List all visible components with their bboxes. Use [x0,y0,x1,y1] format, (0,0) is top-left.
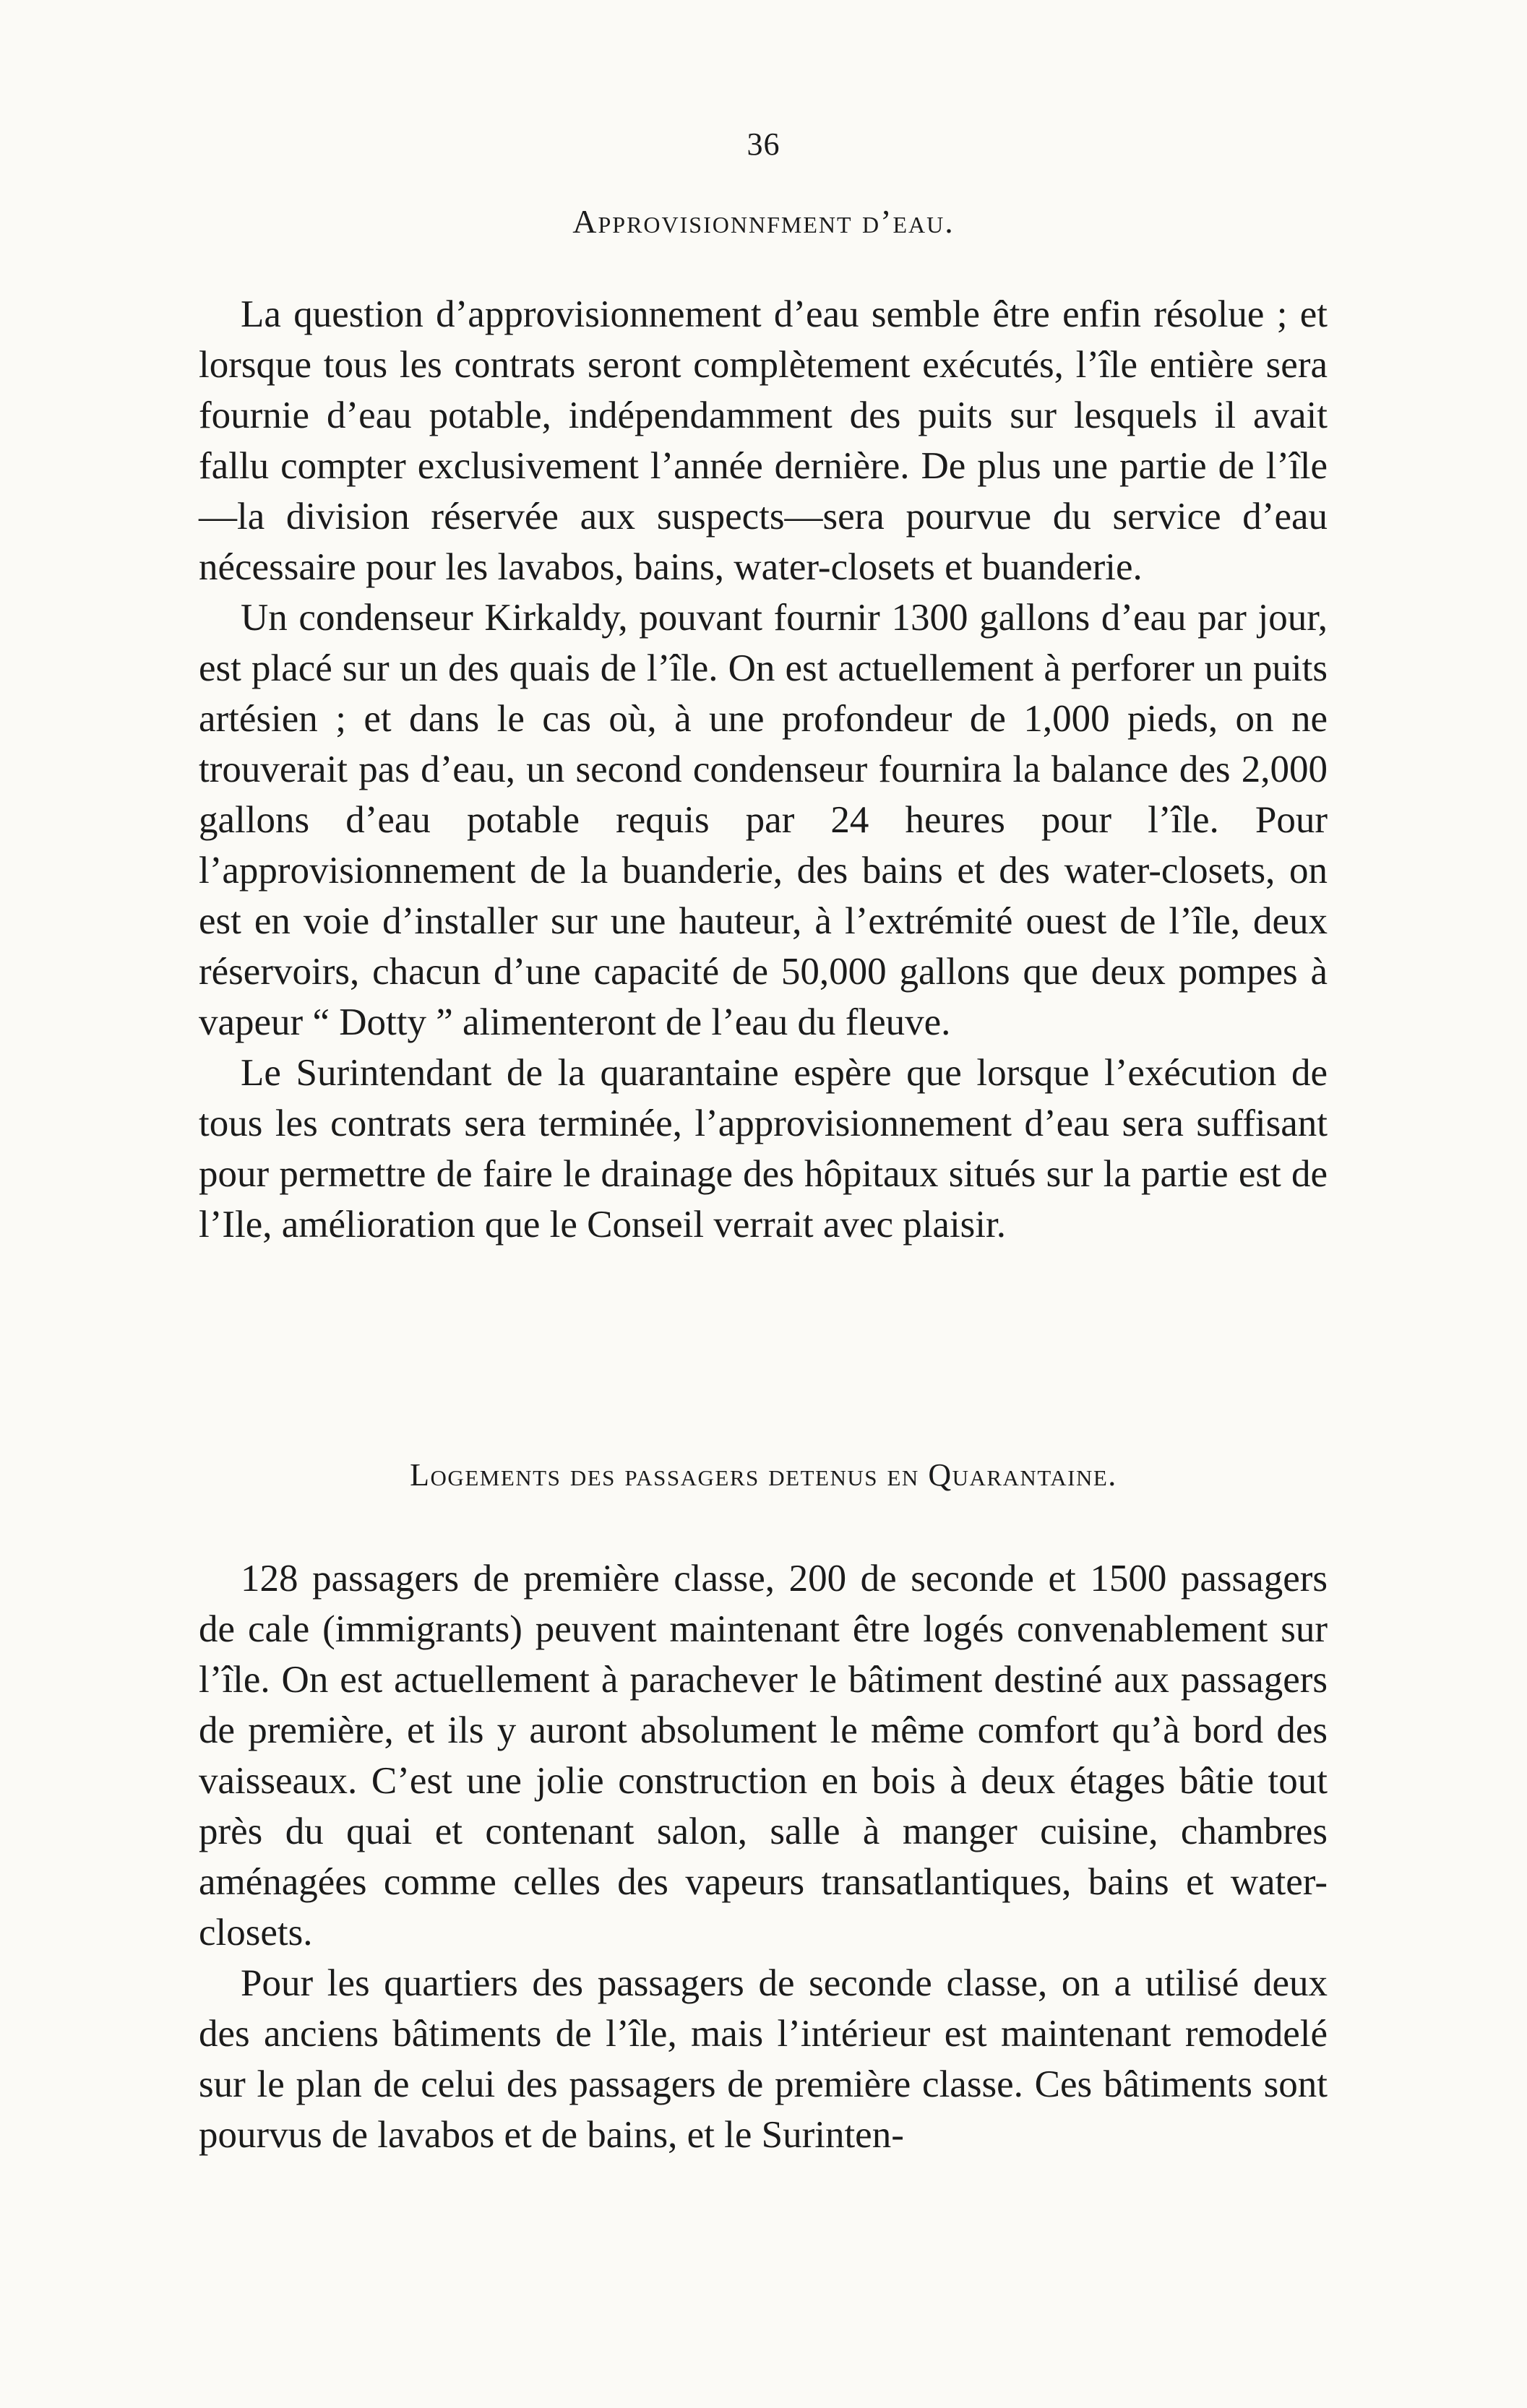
section-heading-lodgings: Logements des passagers detenus en Quarantaine. [410,1457,1117,1493]
paragraph: Le Surintendant de la quarantaine espère que lorsque l’exécution de tous les contrats sera terminée, l’approvisionnement d’eau sera suffisant pour permettre de faire le drainage des hôpitaux situés sur la partie est de l’Ile, amélioration que le Conseil verrait avec plaisir. [199,1052,1328,1246]
paragraph: Pour les quartiers des passagers de seconde classe, on a utilisé deux des anciens bâtiments de l’île, mais l’intérieur est maintenant remodelé sur le plan de celui des passagers de première classe. Ces bâtiments sont pourvus de lavabos et de bains, et le Surinten- [199,1962,1328,2156]
paragraph: 128 passagers de première classe, 200 de seconde et 1500 passagers de cale (immigrants) peuvent maintenant être logés convenablement sur l’île. On est actuellement à parachever le bâtiment destiné aux passagers de première, et ils y auront absolument le même comfort qu’à bord des vaisseaux. C’est une jolie construction en bois à deux étages bâtie tout près du quai et contenant salon, salle à manger cuisine, chambres aménagées comme celles des vapeurs transatlantiques, bains et water-closets. [199,1558,1328,1954]
section-body-water-supply [199,289,1328,1250]
page-number: 36 [747,126,780,162]
paragraph: Un condenseur Kirkaldy, pouvant fournir 1300 gallons d’eau par jour, est placé sur un des quais de l’île. On est actuellement à perforer un puits artésien ; et dans le cas où, à une profondeur de 1,000 pieds, on ne trouverait pas d’eau, un second condenseur fournira la balance des 2,000 gallons d’eau potable requis par 24 heures pour l’île. Pour l’approvisionnement de la buanderie, des bains et des water-closets, on est en voie d’installer sur une hauteur, à l’extrémité ouest de l’île, deux réservoirs, chacun d’une capacité de 50,000 gallons que deux pompes à vapeur “ Dotty ” alimenteront de l’eau du fleuve. [199,597,1328,1043]
section-body-lodgings [199,1553,1328,2160]
paragraph: La question d’approvisionnement d’eau semble être enfin résolue ; et lorsque tous les contrats seront complètement exécutés, l’île entière sera fournie d’eau potable, indépendamment des puits sur lesquels il avait fallu compter exclusivement l’année dernière. De plus une partie de l’île—la division réservée aux suspects—sera pourvue du service d’eau nécessaire pour les lavabos, bains, water-closets et buanderie. [199,293,1328,588]
section-heading-water-supply: Approvisionnfment d’eau. [572,203,955,240]
